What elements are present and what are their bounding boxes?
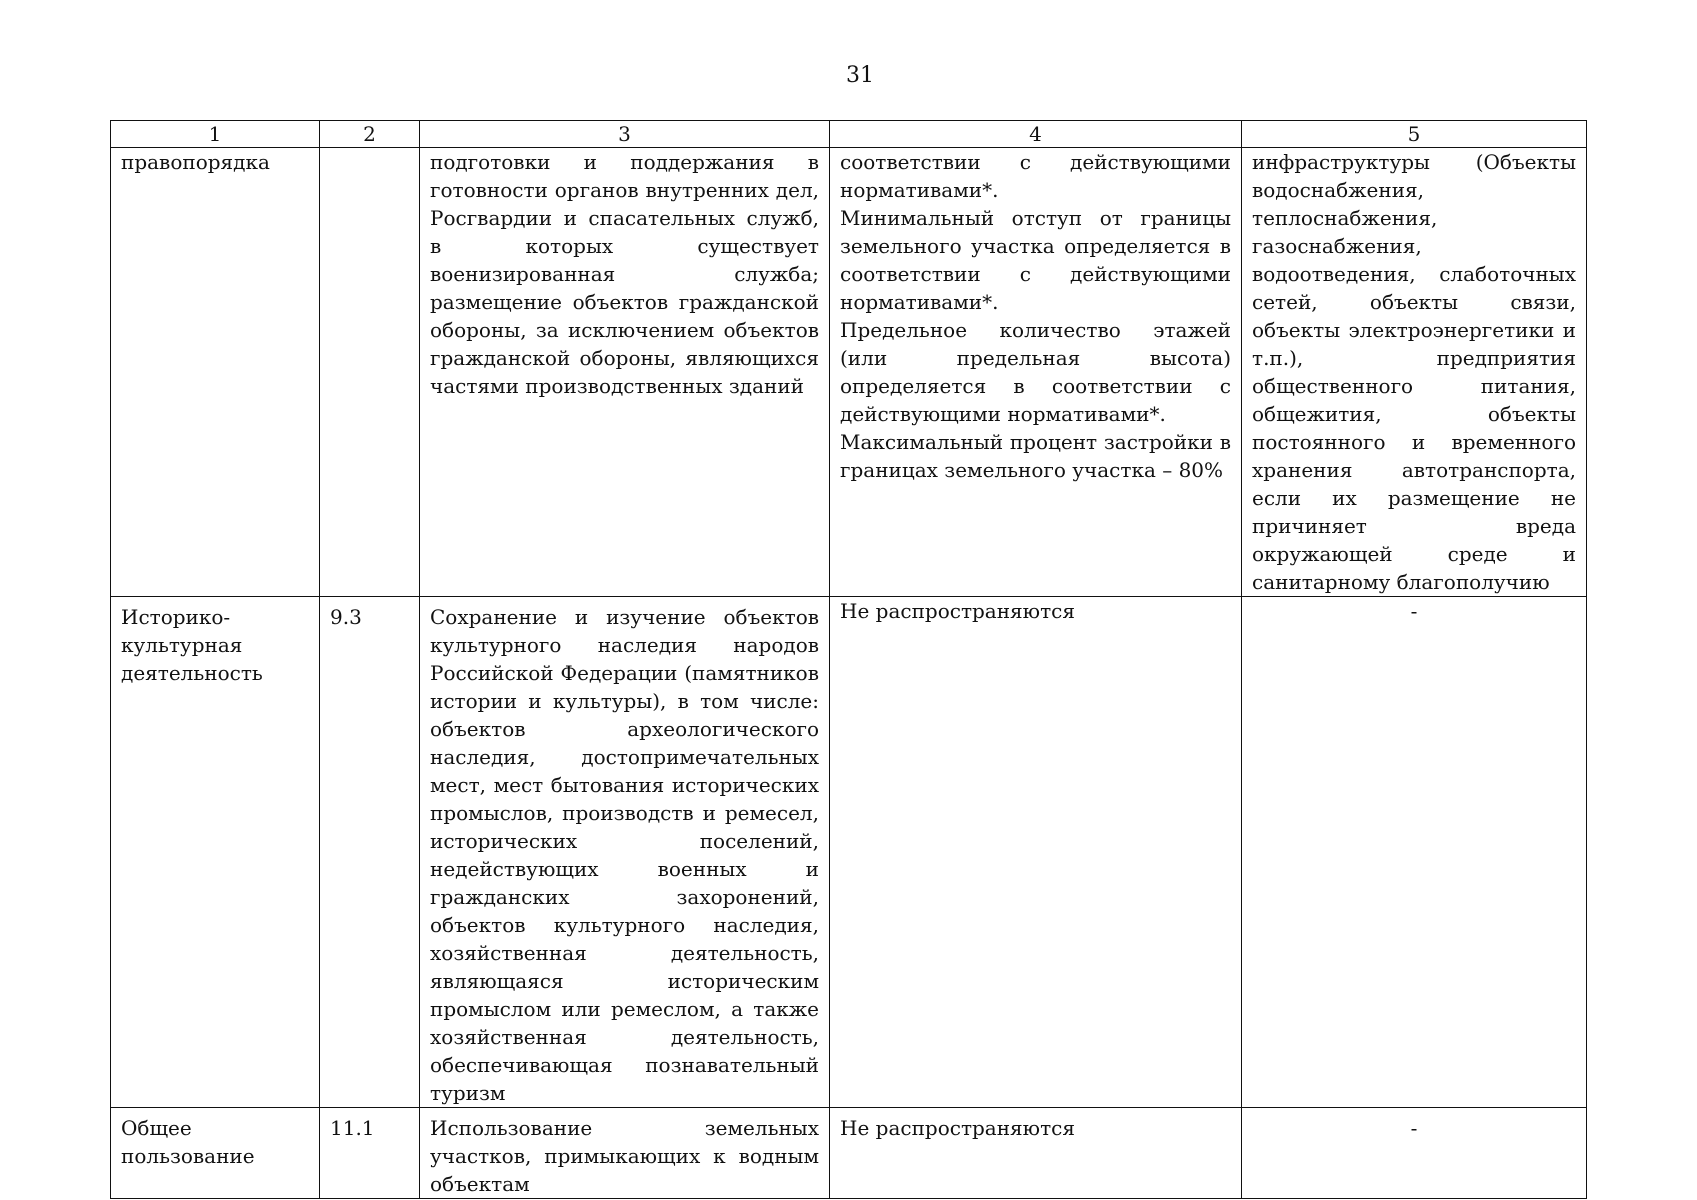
column-header-5: 5 — [1242, 121, 1587, 148]
zoning-table — [110, 120, 1587, 1199]
cell-parameters: Не распространяются — [830, 1108, 1242, 1199]
cell-auxiliary-uses: - — [1242, 597, 1587, 1108]
cell-code: 9.3 — [320, 597, 420, 1108]
column-header-1: 1 — [111, 121, 320, 148]
cell-code: 11.1 — [320, 1108, 420, 1199]
table-row — [111, 597, 1587, 1108]
table-header-row — [111, 121, 1587, 148]
cell-description: Сохранение и изучение объектов культурного наследия народов Российской Федерации (памятников истории и культуры), в том числе: объектов археологического наследия, достопримечательных мест, мест бытования исторических промыслов, производств и ремесел, исторических поселений, недействующих военных и гражданских захоронений, объектов культурного наследия, хозяйственная деятельность, являющаяся историческим промыслом или ремеслом, а также хозяйственная деятельность, обеспечивающая познавательный туризм — [420, 597, 830, 1108]
column-header-2: 2 — [320, 121, 420, 148]
table-row — [111, 1108, 1587, 1199]
cell-zone-type: Историко-культурная деятельность — [111, 597, 320, 1108]
column-header-4: 4 — [830, 121, 1242, 148]
column-header-3: 3 — [420, 121, 830, 148]
cell-description: подготовки и поддержания в готовности органов внутренних дел, Росгвардии и спасательных служб, в которых существует военизированная служба; размещение объектов гражданской обороны, за исключением объектов гражданской обороны, являющихся частями производственных зданий — [420, 148, 830, 597]
cell-zone-type: правопорядка — [111, 148, 320, 597]
cell-description: Использование земельных участков, примыкающих к водным объектам — [420, 1108, 830, 1199]
page-number: 31 — [846, 63, 874, 88]
cell-parameters: Не распространяются — [830, 597, 1242, 1108]
cell-code — [320, 148, 420, 597]
cell-auxiliary-uses: - — [1242, 1108, 1587, 1199]
cell-zone-type: Общее пользование — [111, 1108, 320, 1199]
cell-parameters: соответствии с действующими нормативами*. Минимальный отступ от границы земельного участка определяется в соответствии с действующими нормативами*. Предельное количество этажей (или предельная высота) определяется в соответствии с действующими нормативами*. Максимальный процент застройки в границах земельного участка – 80% — [830, 148, 1242, 597]
table-row — [111, 148, 1587, 597]
cell-auxiliary-uses: инфраструктуры (Объекты водоснабжения, теплоснабжения, газоснабжения, водоотведения, слаботочных сетей, объекты связи, объекты электроэнергетики и т.п.), предприятия общественного питания, общежития, объекты постоянного и временного хранения автотранспорта, если их размещение не причиняет вреда окружающей среде и санитарному благополучию — [1242, 148, 1587, 597]
